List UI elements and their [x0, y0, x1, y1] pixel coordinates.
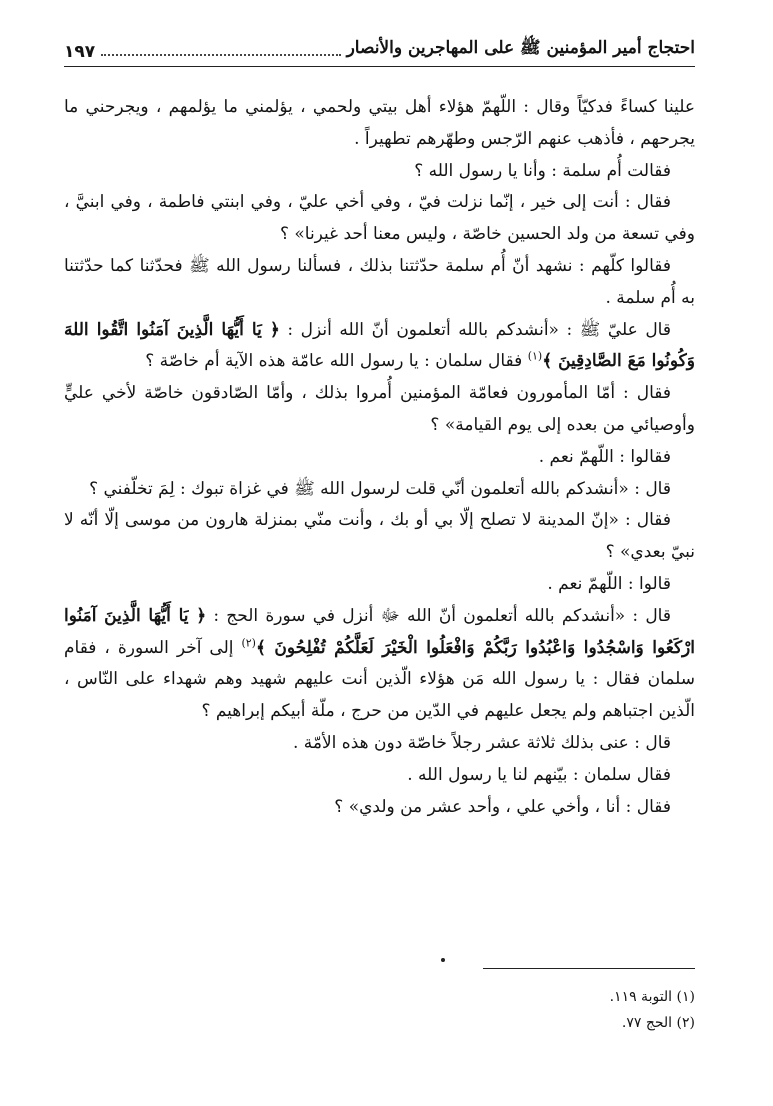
footnote-reference: (١) — [527, 349, 543, 363]
footnote-reference: (٢) — [241, 635, 256, 649]
paragraph-text: فقال سلمان : بيّنهم لنا يا رسول الله . — [407, 764, 671, 785]
paragraph-text: قال : «أنشدكم بالله أتعلمون أنّي قلت لرسول الله ﷺ في غزاة تبوك : لِمَ تخلّفني ؟ — [89, 478, 671, 499]
paragraph — [64, 569, 695, 601]
stray-dot-mark — [441, 958, 445, 962]
footnote-item — [610, 984, 695, 1010]
paragraph-text: قال : عنى بذلك ثلاثة عشر رجلاً خاصّة دون هذه الأمّة . — [292, 732, 671, 753]
header-leader-dots — [101, 54, 340, 56]
paragraph-text: إلى آخر السورة ، فقام سلمان فقال : يا رسول الله مَن هؤلاء الّذين أنت عليهم شهيد وهم شهداء على النّاس ، الّذين اجتباهم ولم يجعل عليهم في الدّين من حرج ، ملّة أبيكم إبراهيم ؟ — [64, 637, 695, 722]
paragraph — [64, 315, 695, 379]
paragraph — [64, 601, 695, 728]
footnotes — [610, 984, 695, 1036]
paragraph-text: قال عليّ ﷺ : «أنشدكم بالله أتعلمون أنّ الله أنزل : — [279, 319, 671, 340]
paragraph-text: قالوا : اللّهمّ نعم . — [547, 573, 671, 594]
footnote-text: التوبة ١١٩. — [609, 989, 673, 1005]
paragraph-text: فقالوا : اللّهمّ نعم . — [538, 446, 671, 467]
quran-verse: ﴿ يَا أَيُّهَا الَّذِينَ آمَنُوا ارْكَعُوا وَاسْجُدُوا وَاعْبُدُوا رَبَّكُمْ وَافْعَلُوا الْخَيْرَ لَعَلَّكُمْ تُفْلِحُونَ ﴾ — [64, 605, 695, 658]
paragraph — [64, 378, 695, 442]
paragraph-text: فقال : أمّا المأمورون فعامّة المؤمنين أُمروا بذلك ، وأمّا الصّادقون خاصّة لأخي عليٍّ وأوصيائي من بعده إلى يوم القيامة» ؟ — [64, 383, 695, 435]
paragraph — [64, 760, 695, 792]
footnote-item — [610, 1010, 695, 1036]
paragraph-text: فقال : «إنّ المدينة لا تصلح إلّا بي أو بك ، وأنت منّي بمنزلة هارون من موسى إلّا أنّه لا نبيّ بعدي» ؟ — [64, 510, 695, 563]
paragraph — [64, 251, 695, 315]
header-title: احتجاج أمير المؤمنين ﷺ على المهاجرين والأنصار — [346, 38, 695, 58]
footnote-text: الحج ٧٧. — [621, 1015, 673, 1031]
paragraph-text: فقالوا كلّهم : نشهد أنّ أُم سلمة حدّثتنا بذلك ، فسألنا رسول الله ﷺ فحدّثنا كما حدّثتنا به أُم سلمة . — [64, 255, 695, 308]
running-header — [64, 36, 695, 67]
paragraph-text: فقال سلمان : يا رسول الله عامّة هذه الآية أم خاصّة ؟ — [145, 351, 528, 372]
paragraph-text: فقالت أُم سلمة : وأنا يا رسول الله ؟ — [414, 160, 671, 181]
page-number: ١٩٧ — [64, 42, 96, 62]
paragraph — [64, 187, 695, 251]
main-text — [64, 92, 695, 823]
footnote-separator — [483, 968, 695, 969]
footnote-label: (٢) — [676, 1015, 695, 1031]
paragraph — [64, 792, 695, 824]
paragraph — [64, 474, 695, 506]
paragraph — [64, 505, 695, 569]
paragraph — [64, 92, 695, 156]
paragraph — [64, 442, 695, 474]
paragraph-text: علينا كساءً فدكيّاً وقال : اللّهمّ هؤلاء أهل بيتي ولحمي ، يؤلمني ما يؤلمهم ، ويجرحني ما يجرحهم ، فأذهب عنهم الرّجس وطهّرهم تطهيراً . — [64, 97, 695, 149]
paragraph-text: قال : «أنشدكم بالله أتعلمون أنّ الله ﷻ أنزل في سورة الحج : — [206, 605, 671, 626]
paragraph — [64, 728, 695, 760]
paragraph — [64, 156, 695, 188]
paragraph-text: فقال : أنت إلى خير ، إنّما نزلت فيّ ، وفي أخي عليّ ، وفي ابنتي فاطمة ، وفي ابنيَّ ، وفي تسعة من ولد الحسين خاصّة ، وليس معنا أحد غيرنا» ؟ — [64, 192, 695, 245]
quran-verse: ﴿ يَا أَيُّهَا الَّذِينَ آمَنُوا اتَّقُوا اللهَ وَكُونُوا مَعَ الصَّادِقِينَ ﴾ — [64, 319, 695, 372]
paragraph-text: فقال : أنا ، وأخي علي ، وأحد عشر من ولدي» ؟ — [334, 796, 671, 817]
footnote-label: (١) — [676, 989, 695, 1005]
